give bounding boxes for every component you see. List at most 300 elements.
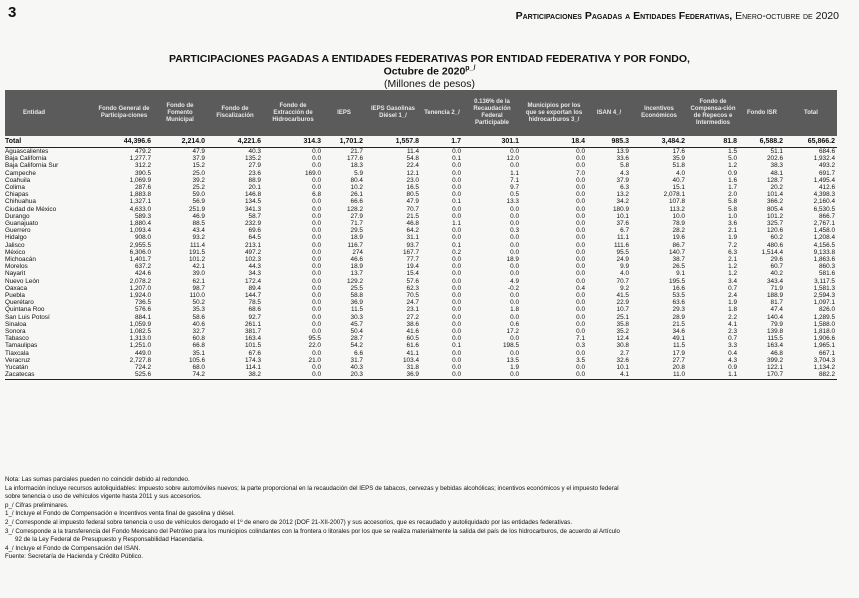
- value-cell: 28.9: [672, 313, 685, 321]
- value-cell: 163.4: [767, 342, 783, 350]
- value-cell: 0.0: [452, 284, 461, 292]
- value-cell: 101.2: [189, 256, 205, 264]
- value-cell: 0.4: [728, 349, 737, 357]
- entity-name-cell: Morelos: [5, 263, 28, 271]
- column-header: IEPS Gasolinas Diésel 1_/: [365, 90, 421, 136]
- value-cell: 0.0: [312, 234, 321, 242]
- value-cell: 115.5: [767, 335, 783, 343]
- value-cell: 1,701.2: [323, 136, 365, 148]
- value-cell: 1,289.5: [813, 313, 835, 321]
- value-cell: 5.8: [728, 205, 737, 213]
- value-cell: 198.5: [503, 342, 519, 350]
- value-cell: 866.7: [819, 212, 835, 220]
- participaciones-table: [5, 90, 837, 380]
- value-cell: 0.0: [463, 371, 521, 379]
- column-header: 0.136% de la Recaudación Federal Participable: [463, 90, 521, 136]
- value-cell: 0.0: [312, 256, 321, 264]
- value-cell: 0.0: [576, 155, 585, 163]
- value-cell: 0.7: [728, 284, 737, 292]
- column-header: Tenencia 2_/: [421, 90, 463, 136]
- value-cell: 860.3: [819, 263, 835, 271]
- value-cell: 22.4: [406, 162, 419, 170]
- value-cell: 3,117.5: [814, 277, 835, 285]
- value-cell: 1,208.4: [813, 234, 835, 242]
- value-cell: 37.9: [616, 176, 629, 184]
- value-cell: 2.1: [728, 256, 737, 264]
- value-cell: 667.1: [819, 349, 835, 357]
- value-cell: 25.1: [616, 313, 629, 321]
- value-cell: 30.3: [350, 313, 363, 321]
- value-cell: 0.0: [312, 162, 321, 170]
- value-cell: 0.0: [576, 205, 585, 213]
- value-cell: 25.5: [350, 284, 363, 292]
- value-cell: 105.6: [189, 356, 205, 364]
- value-cell: 6,588.2: [739, 136, 785, 148]
- value-cell: 1,883.8: [129, 191, 151, 199]
- footnote-line: 2_/ Corresponde al impuesto federal sobre tenencia o uso de vehículos derogado el 1º de enero de 2012 (DOF 21-XII-2007) y sus accesorios, que es recaudado y autoliquidado por las entidades federativas.: [5, 518, 573, 526]
- value-cell: 1.5: [728, 148, 737, 155]
- value-cell: 46.6: [350, 256, 363, 264]
- value-cell: 1,313.0: [129, 335, 151, 343]
- value-cell: 13.3: [506, 198, 519, 206]
- value-cell: 163.4: [245, 335, 261, 343]
- value-cell: 31.7: [350, 356, 363, 364]
- value-cell: 77.7: [406, 256, 419, 264]
- value-cell: 95.5: [616, 248, 629, 256]
- value-cell: 0.0: [452, 335, 461, 343]
- value-cell: 9.2: [620, 284, 629, 292]
- value-cell: 251.9: [189, 205, 205, 213]
- value-cell: 1.7: [421, 136, 463, 148]
- table-row: [5, 148, 837, 156]
- value-cell: 35.8: [616, 320, 629, 328]
- value-cell: 27.7: [672, 356, 685, 364]
- value-cell: 62.1: [192, 277, 205, 285]
- value-cell: 43.4: [192, 227, 205, 235]
- value-cell: 120.6: [767, 227, 783, 235]
- value-cell: 0.0: [510, 248, 519, 256]
- value-cell: 0.0: [452, 184, 461, 192]
- value-cell: 0.0: [312, 198, 321, 206]
- value-cell: 62.3: [406, 284, 419, 292]
- value-cell: 1.1: [452, 220, 461, 228]
- value-cell: 9.7: [510, 184, 519, 192]
- value-cell: 0.0: [576, 299, 585, 307]
- value-cell: 1,965.1: [813, 342, 835, 350]
- value-cell: 343.4: [767, 277, 783, 285]
- value-cell: 47.9: [406, 198, 419, 206]
- value-cell: 12.4: [616, 335, 629, 343]
- table-row: [5, 328, 837, 335]
- value-cell: 287.6: [135, 184, 151, 192]
- value-cell: 70.5: [406, 292, 419, 300]
- value-cell: 1.7: [728, 184, 737, 192]
- value-cell: 0.0: [312, 155, 321, 163]
- value-cell: 1.2: [728, 270, 737, 278]
- value-cell: 95.5: [308, 335, 321, 343]
- value-cell: 38.3: [770, 162, 783, 170]
- value-cell: 17.2: [506, 328, 519, 336]
- value-cell: 20.2: [770, 184, 783, 192]
- value-cell: 0.0: [576, 148, 585, 155]
- value-cell: 34.2: [616, 198, 629, 206]
- participaciones-table-wrap: [5, 90, 837, 380]
- value-cell: 341.3: [245, 205, 261, 213]
- entity-name-cell: Michoacán: [5, 256, 36, 264]
- entity-name-cell: Chihuahua: [5, 198, 36, 206]
- value-cell: 21.5: [672, 320, 685, 328]
- subtitle-text: Octubre de 2020: [383, 65, 466, 78]
- value-cell: 0.0: [312, 184, 321, 192]
- value-cell: 12.1: [406, 169, 419, 177]
- value-cell: 637.2: [135, 263, 151, 271]
- value-cell: 1,581.3: [813, 284, 835, 292]
- entity-name-cell: Campeche: [5, 169, 36, 177]
- table-units: (Millones de pesos): [383, 78, 476, 90]
- value-cell: 16.6: [672, 284, 685, 292]
- value-cell: 10.2: [350, 184, 363, 192]
- value-cell: 79.9: [770, 320, 783, 328]
- value-cell: 59.0: [192, 191, 205, 199]
- value-cell: 1.9: [728, 299, 737, 307]
- value-cell: 213.1: [245, 241, 261, 249]
- value-cell: 0.0: [576, 313, 585, 321]
- value-cell: 0.0: [312, 241, 321, 249]
- value-cell: 17.9: [672, 349, 685, 357]
- value-cell: 26.5: [672, 263, 685, 271]
- value-cell: 0.0: [510, 313, 519, 321]
- value-cell: 172.4: [245, 277, 261, 285]
- value-cell: 56.9: [192, 198, 205, 206]
- value-cell: 0.0: [452, 169, 461, 177]
- value-cell: 0.0: [312, 328, 321, 336]
- value-cell: 0.0: [452, 148, 461, 155]
- footnotes: [5, 476, 845, 562]
- value-cell: 0.0: [312, 176, 321, 184]
- value-cell: 0.0: [576, 212, 585, 220]
- value-cell: 50.4: [350, 328, 363, 336]
- value-cell: 301.1: [463, 136, 521, 148]
- value-cell: 36.9: [350, 299, 363, 307]
- value-cell: 47.4: [770, 306, 783, 314]
- value-cell: 2,078.1: [663, 191, 685, 199]
- value-cell: 101.2: [767, 212, 783, 220]
- value-cell: 1,880.4: [129, 220, 151, 228]
- value-cell: 5.8: [620, 162, 629, 170]
- value-cell: 884.1: [135, 313, 151, 321]
- value-cell: 24.9: [616, 256, 629, 264]
- value-cell: 0.0: [312, 364, 321, 372]
- footnote-line: 4_/ Incluye el Fondo de Compensación del ISAN.: [5, 544, 141, 552]
- value-cell: 63.6: [672, 299, 685, 307]
- value-cell: 114.1: [245, 364, 261, 372]
- value-cell: 7.2: [728, 241, 737, 249]
- value-cell: 113.2: [669, 205, 685, 213]
- value-cell: 0.0: [510, 234, 519, 242]
- value-cell: 0.9: [728, 364, 737, 372]
- value-cell: 0.0: [576, 234, 585, 242]
- entity-name-cell: Chiapas: [5, 191, 29, 199]
- table-title: PARTICIPACIONES PAGADAS A ENTIDADES FEDERATIVAS POR ENTIDAD FEDERATIVA Y POR FONDO,: [169, 53, 690, 65]
- running-header-main: Participaciones Pagadas a Entidades Federativas,: [515, 10, 733, 22]
- value-cell: 71.9: [770, 284, 783, 292]
- value-cell: 5.0: [728, 155, 737, 163]
- value-cell: 1.1: [687, 371, 739, 379]
- value-cell: 3.6: [728, 220, 737, 228]
- value-cell: 18.9: [350, 263, 363, 271]
- value-cell: 0.0: [312, 277, 321, 285]
- value-cell: 9,133.8: [813, 248, 835, 256]
- value-cell: 46.8: [406, 220, 419, 228]
- value-cell: 1.8: [510, 306, 519, 314]
- value-cell: 1,557.8: [365, 136, 421, 148]
- value-cell: 35.9: [672, 155, 685, 163]
- value-cell: 0.0: [312, 263, 321, 271]
- value-cell: 0.0: [312, 299, 321, 307]
- value-cell: 0.0: [263, 371, 323, 379]
- value-cell: 1,863.6: [813, 256, 835, 264]
- value-cell: 0.0: [452, 263, 461, 271]
- value-cell: 0.1: [452, 198, 461, 206]
- value-cell: 0.0: [510, 148, 519, 155]
- value-cell: 525.6: [95, 371, 153, 379]
- value-cell: 7.1: [576, 335, 585, 343]
- value-cell: 0.9: [728, 169, 737, 177]
- value-cell: 37.9: [192, 155, 205, 163]
- value-cell: 22.0: [308, 342, 321, 350]
- value-cell: 0.0: [312, 320, 321, 328]
- table-row: [5, 162, 837, 169]
- value-cell: 1,093.4: [129, 227, 151, 235]
- value-cell: 188.9: [767, 292, 783, 300]
- value-cell: 23.6: [248, 169, 261, 177]
- value-cell: 116.7: [347, 241, 363, 249]
- value-cell: 32.6: [616, 356, 629, 364]
- value-cell: 191.5: [189, 248, 205, 256]
- entity-name-cell: Querétaro: [5, 299, 34, 307]
- value-cell: 805.4: [767, 205, 783, 213]
- value-cell: 3.3: [728, 342, 737, 350]
- value-cell: 0.0: [452, 176, 461, 184]
- value-cell: 195.5: [669, 277, 685, 285]
- value-cell: 5.8: [728, 198, 737, 206]
- value-cell: 81.8: [687, 136, 739, 148]
- value-cell: 1,327.1: [129, 198, 151, 206]
- running-header-period: Enero-octubre de 2020: [735, 10, 839, 22]
- value-cell: 4.1: [728, 320, 737, 328]
- value-cell: 589.3: [135, 212, 151, 220]
- value-cell: 0.3: [576, 342, 585, 350]
- value-cell: 576.6: [135, 306, 151, 314]
- value-cell: 0.0: [510, 270, 519, 278]
- value-cell: 2.1: [728, 227, 737, 235]
- value-cell: 2,594.3: [813, 292, 835, 300]
- value-cell: 2.7: [620, 349, 629, 357]
- value-cell: 0.0: [452, 306, 461, 314]
- column-header: Fondo de Extracción de Hidrocarburos: [263, 90, 323, 136]
- value-cell: 0.0: [576, 162, 585, 170]
- value-cell: 0.1: [452, 155, 461, 163]
- value-cell: 0.0: [510, 335, 519, 343]
- value-cell: 46.9: [192, 212, 205, 220]
- value-cell: 98.7: [192, 284, 205, 292]
- value-cell: 68.0: [192, 364, 205, 372]
- value-cell: 736.5: [135, 299, 151, 307]
- value-cell: 30.8: [616, 342, 629, 350]
- value-cell: 40.3: [248, 148, 261, 155]
- value-cell: 0.0: [312, 284, 321, 292]
- value-cell: 0.0: [510, 292, 519, 300]
- value-cell: 18.4: [521, 136, 587, 148]
- value-cell: 0.6: [510, 320, 519, 328]
- value-cell: 41.1: [406, 349, 419, 357]
- table-row: [5, 299, 837, 306]
- table-row: [5, 285, 837, 292]
- value-cell: 1,059.9: [129, 320, 151, 328]
- value-cell: 40.7: [672, 176, 685, 184]
- footnote-line: 92 de la Ley Federal de Presupuesto y Responsabilidad Hacendaria.: [15, 536, 204, 544]
- value-cell: 0.0: [452, 313, 461, 321]
- table-row: [5, 350, 837, 357]
- value-cell: 111.4: [189, 241, 205, 249]
- value-cell: 6.3: [620, 184, 629, 192]
- value-cell: 1,588.0: [813, 320, 835, 328]
- value-cell: 1,514.4: [761, 248, 783, 256]
- value-cell: 0.0: [576, 248, 585, 256]
- total-row: [5, 136, 837, 148]
- value-cell: 1,134.2: [813, 364, 835, 372]
- value-cell: 78.9: [672, 220, 685, 228]
- value-cell: 4,221.6: [207, 136, 263, 148]
- value-cell: 2,727.8: [129, 356, 151, 364]
- value-cell: 35.2: [616, 328, 629, 336]
- value-cell: 16.5: [406, 184, 419, 192]
- value-cell: 64.5: [248, 234, 261, 242]
- value-cell: 0.0: [312, 270, 321, 278]
- column-header: Fondo de Compensa-ción de Repecos e Intermedios: [687, 90, 739, 136]
- value-cell: 144.7: [245, 292, 261, 300]
- entity-name-cell: Yucatán: [5, 364, 29, 372]
- value-cell: 0.0: [452, 349, 461, 357]
- value-cell: 826.0: [819, 306, 835, 314]
- value-cell: 129.2: [347, 277, 363, 285]
- value-cell: 2.3: [728, 328, 737, 336]
- value-cell: 4,398.3: [813, 191, 835, 199]
- value-cell: 45.7: [350, 320, 363, 328]
- value-cell: 1.8: [728, 306, 737, 314]
- value-cell: 38.2: [207, 371, 263, 379]
- value-cell: 20.8: [672, 364, 685, 372]
- value-cell: 21.0: [308, 356, 321, 364]
- value-cell: 41.6: [406, 328, 419, 336]
- value-cell: 23.0: [406, 176, 419, 184]
- value-cell: 4.3: [620, 169, 629, 177]
- value-cell: 0.2: [452, 248, 461, 256]
- value-cell: 985.3: [587, 136, 631, 148]
- value-cell: 0.0: [576, 349, 585, 357]
- column-header: Entidad: [5, 90, 95, 136]
- value-cell: 60.2: [770, 234, 783, 242]
- value-cell: -0.2: [507, 284, 519, 292]
- value-cell: 325.7: [767, 220, 783, 228]
- value-cell: 35.3: [192, 306, 205, 314]
- value-cell: 74.2: [153, 371, 207, 379]
- value-cell: 0.0: [576, 263, 585, 271]
- value-cell: 5.9: [354, 169, 363, 177]
- entity-name-cell: San Luis Potosí: [5, 313, 50, 321]
- value-cell: 0.0: [576, 191, 585, 199]
- value-cell: 0.0: [576, 176, 585, 184]
- entity-name-cell: México: [5, 248, 26, 256]
- value-cell: 67.6: [248, 349, 261, 357]
- value-cell: 101.5: [245, 342, 261, 350]
- value-cell: 34.3: [248, 270, 261, 278]
- value-cell: 18.9: [350, 234, 363, 242]
- value-cell: 47.9: [192, 148, 205, 155]
- value-cell: 684.6: [819, 148, 835, 155]
- value-cell: 0.0: [576, 184, 585, 192]
- value-cell: 479.2: [135, 148, 151, 155]
- value-cell: 128.2: [347, 205, 363, 213]
- value-cell: 2,160.4: [813, 198, 835, 206]
- value-cell: 0.0: [576, 241, 585, 249]
- value-cell: 9.1: [676, 270, 685, 278]
- value-cell: 9.9: [620, 263, 629, 271]
- value-cell: 3,704.3: [813, 356, 835, 364]
- value-cell: 1.0: [728, 212, 737, 220]
- value-cell: 17.6: [672, 148, 685, 155]
- table-row: [5, 227, 837, 234]
- value-cell: 11.4: [407, 148, 419, 155]
- value-cell: 15.1: [672, 184, 685, 192]
- value-cell: 34.6: [672, 328, 685, 336]
- value-cell: 48.1: [770, 169, 783, 177]
- value-cell: 0.0: [452, 292, 461, 300]
- value-cell: 35.1: [192, 349, 205, 357]
- value-cell: 1,082.5: [129, 328, 151, 336]
- value-cell: 6.7: [620, 227, 629, 235]
- value-cell: 724.2: [135, 364, 151, 372]
- value-cell: 0.0: [521, 371, 587, 379]
- value-cell: 10.1: [616, 364, 629, 372]
- value-cell: 15.2: [192, 162, 205, 170]
- value-cell: 58.7: [248, 212, 261, 220]
- entity-name-cell: Durango: [5, 212, 30, 220]
- value-cell: 691.7: [819, 169, 835, 177]
- footnote-line: p_/ Cifras preliminares.: [5, 501, 69, 509]
- value-cell: 54.8: [406, 155, 419, 163]
- value-cell: 49.1: [672, 335, 685, 343]
- value-cell: 7.0: [576, 169, 585, 177]
- value-cell: 1.6: [728, 176, 737, 184]
- value-cell: 51.8: [672, 162, 685, 170]
- value-cell: 25.0: [192, 169, 205, 177]
- value-cell: 4.0: [620, 270, 629, 278]
- value-cell: 60.8: [192, 335, 205, 343]
- value-cell: 1.9: [510, 364, 519, 372]
- value-cell: 0.0: [510, 205, 519, 213]
- value-cell: 0.0: [452, 356, 461, 364]
- value-cell: 180.9: [613, 205, 629, 213]
- entity-name-cell: Ciudad de México: [5, 205, 57, 213]
- value-cell: 1,495.4: [813, 176, 835, 184]
- value-cell: 0.0: [510, 299, 519, 307]
- entity-name-cell: Veracruz: [5, 356, 31, 364]
- value-cell: 0.0: [452, 212, 461, 220]
- value-cell: 0.0: [452, 234, 461, 242]
- value-cell: 111.6: [613, 241, 629, 249]
- value-cell: 102.3: [245, 256, 261, 264]
